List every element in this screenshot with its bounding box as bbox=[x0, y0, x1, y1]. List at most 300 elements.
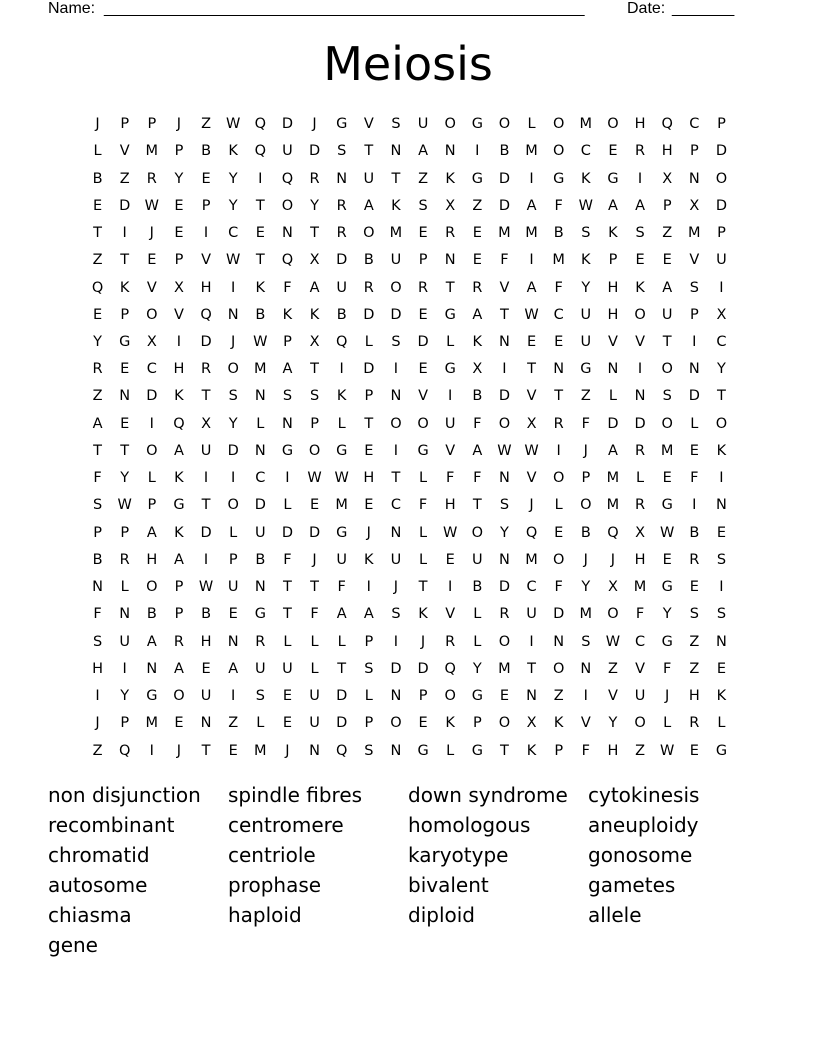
date-label: Date: bbox=[627, 0, 666, 17]
grid-letter: P bbox=[418, 688, 428, 705]
grid-letter: D bbox=[200, 524, 212, 541]
grid-letter: Y bbox=[228, 170, 238, 187]
grid-letter: U bbox=[282, 660, 293, 677]
grid-letter: A bbox=[146, 633, 157, 650]
grid-letter: E bbox=[418, 361, 428, 378]
grid-letter: S bbox=[364, 742, 374, 759]
grid-letter: E bbox=[92, 306, 103, 323]
grid-letter: L bbox=[446, 333, 455, 350]
grid-letter: O bbox=[227, 361, 239, 378]
grid-letter: O bbox=[173, 688, 185, 705]
grid-letter: N bbox=[119, 606, 131, 623]
grid-letter: B bbox=[201, 606, 212, 623]
grid-letter: D bbox=[336, 688, 348, 705]
grid-letter: T bbox=[337, 660, 347, 677]
grid-letter: T bbox=[310, 225, 319, 242]
grid-letter: X bbox=[526, 415, 537, 432]
grid-letter: X bbox=[526, 715, 537, 732]
grid-letter: E bbox=[228, 606, 238, 623]
grid-letter: M bbox=[254, 361, 267, 378]
word-list-item: aneuploidy bbox=[588, 813, 699, 837]
grid-letter: P bbox=[364, 388, 374, 405]
grid-letter: P bbox=[689, 306, 699, 323]
grid-letter: D bbox=[336, 252, 348, 269]
grid-letter: R bbox=[336, 225, 347, 242]
grid-letter: O bbox=[146, 306, 158, 323]
grid-letter: L bbox=[419, 470, 428, 487]
grid-letter: U bbox=[417, 116, 429, 133]
grid-letter: G bbox=[444, 306, 456, 323]
grid-letter: T bbox=[310, 579, 319, 596]
grid-letter: T bbox=[717, 388, 726, 405]
grid-letter: I bbox=[231, 279, 236, 296]
grid-letter: E bbox=[554, 333, 564, 350]
grid-letter: P bbox=[689, 143, 699, 160]
grid-letter: U bbox=[472, 551, 483, 568]
grid-letter: K bbox=[309, 306, 320, 323]
grid-letter: E bbox=[499, 688, 510, 705]
grid-letter: R bbox=[689, 715, 700, 732]
grid-letter: D bbox=[254, 497, 266, 514]
grid-letter: L bbox=[364, 688, 373, 705]
grid-letter: Y bbox=[93, 333, 102, 350]
grid-letter: T bbox=[120, 442, 130, 459]
grid-letter: O bbox=[661, 361, 673, 378]
grid-letter: I bbox=[122, 225, 127, 242]
grid-letter: I bbox=[583, 688, 588, 705]
word-list-item: centromere bbox=[228, 813, 344, 837]
grid-letter: O bbox=[390, 415, 402, 432]
grid-letter: B bbox=[363, 252, 374, 269]
grid-letter: K bbox=[581, 170, 591, 187]
grid-letter: Y bbox=[228, 415, 238, 432]
grid-letter: P bbox=[174, 252, 184, 269]
grid-letter: E bbox=[364, 442, 374, 459]
grid-letter: A bbox=[635, 197, 646, 214]
grid-letter: R bbox=[689, 551, 700, 568]
grid-letter: F bbox=[581, 742, 590, 759]
grid-letter: G bbox=[661, 579, 673, 596]
grid-letter: D bbox=[498, 197, 511, 214]
word-list-item: non disjunction bbox=[48, 783, 201, 807]
grid-letter: I bbox=[258, 170, 263, 187]
grid-letter: V bbox=[526, 388, 537, 405]
grid-letter: O bbox=[390, 279, 402, 296]
grid-letter: A bbox=[363, 197, 374, 214]
grid-letter: U bbox=[309, 715, 320, 732]
grid-letter: E bbox=[282, 715, 293, 732]
grid-letter: L bbox=[446, 742, 455, 759]
grid-letter: L bbox=[527, 116, 536, 133]
grid-letter: R bbox=[119, 551, 130, 568]
grid-letter: A bbox=[146, 524, 157, 541]
grid-letter: A bbox=[336, 606, 347, 623]
grid-row bbox=[84, 138, 735, 165]
grid-letter: G bbox=[173, 497, 185, 514]
grid-letter: J bbox=[231, 333, 236, 350]
grid-letter: X bbox=[445, 197, 456, 214]
grid-letter: L bbox=[256, 715, 265, 732]
grid-letter: A bbox=[309, 279, 320, 296]
grid-letter: A bbox=[363, 606, 374, 623]
grid-letter: L bbox=[93, 143, 102, 160]
grid-letter: H bbox=[607, 742, 619, 759]
grid-letter: D bbox=[390, 660, 402, 677]
grid-letter: N bbox=[607, 361, 619, 378]
grid-letter: N bbox=[146, 660, 158, 677]
grid-letter: O bbox=[580, 497, 592, 514]
grid-letter: B bbox=[92, 551, 103, 568]
grid-letter: K bbox=[581, 252, 591, 269]
grid-letter: H bbox=[444, 497, 456, 514]
grid-letter: U bbox=[255, 660, 266, 677]
grid-letter: S bbox=[391, 116, 401, 133]
grid-letter: X bbox=[716, 306, 727, 323]
grid-letter: O bbox=[471, 524, 484, 541]
grid-letter: D bbox=[553, 606, 565, 623]
grid-letter: D bbox=[336, 715, 348, 732]
grid-letter: W bbox=[117, 497, 132, 514]
grid-letter: E bbox=[526, 333, 537, 350]
grid-letter: O bbox=[146, 442, 158, 459]
grid-letter: G bbox=[444, 361, 456, 378]
grid-letter: T bbox=[391, 170, 401, 187]
grid-letter: O bbox=[444, 116, 456, 133]
grid-letter: A bbox=[418, 143, 429, 160]
grid-row bbox=[84, 601, 735, 628]
grid-letter: A bbox=[472, 442, 483, 459]
grid-letter: W bbox=[443, 524, 458, 541]
word-list-item: bivalent bbox=[408, 873, 489, 897]
grid-letter: G bbox=[607, 170, 619, 187]
grid-letter: U bbox=[363, 170, 375, 187]
grid-letter: P bbox=[608, 252, 618, 269]
grid-row bbox=[84, 438, 735, 465]
grid-letter: R bbox=[445, 225, 456, 242]
grid-letter: R bbox=[255, 633, 266, 650]
grid-letter: G bbox=[553, 170, 565, 187]
grid-letter: G bbox=[146, 688, 158, 705]
grid-letter: N bbox=[634, 388, 646, 405]
grid-letter: B bbox=[201, 143, 212, 160]
grid-letter: B bbox=[553, 225, 564, 242]
grid-letter: Z bbox=[607, 660, 618, 677]
grid-letter: K bbox=[364, 551, 374, 568]
grid-letter: D bbox=[308, 524, 321, 541]
grid-letter: K bbox=[445, 715, 455, 732]
grid-letter: N bbox=[390, 143, 402, 160]
word-list-item: chiasma bbox=[48, 903, 132, 927]
grid-letter: E bbox=[472, 252, 482, 269]
grid-letter: Q bbox=[335, 333, 348, 350]
grid-letter: N bbox=[688, 361, 700, 378]
grid-letter: U bbox=[200, 442, 212, 459]
grid-letter: I bbox=[285, 470, 290, 487]
grid-letter: T bbox=[662, 333, 672, 350]
grid-letter: X bbox=[635, 524, 646, 541]
grid-row bbox=[84, 165, 735, 192]
grid-letter: V bbox=[445, 606, 456, 623]
grid-letter: K bbox=[635, 279, 645, 296]
grid-letter: K bbox=[336, 388, 347, 405]
grid-letter: M bbox=[498, 225, 511, 242]
grid-letter: X bbox=[201, 415, 212, 432]
grid-letter: P bbox=[147, 116, 157, 133]
grid-letter: C bbox=[390, 497, 401, 514]
grid-letter: H bbox=[661, 143, 673, 160]
grid-letter: I bbox=[692, 333, 697, 350]
grid-letter: U bbox=[580, 306, 592, 323]
grid-letter: S bbox=[635, 225, 645, 242]
grid-letter: G bbox=[471, 170, 483, 187]
grid-letter: T bbox=[201, 497, 211, 514]
grid-letter: Q bbox=[444, 660, 456, 677]
grid-letter: B bbox=[499, 143, 510, 160]
word-list-item: recombinant bbox=[48, 813, 175, 837]
grid-letter: P bbox=[472, 715, 482, 732]
grid-letter: H bbox=[607, 306, 619, 323]
grid-letter: Q bbox=[91, 279, 104, 296]
grid-letter: I bbox=[448, 579, 453, 596]
grid-letter: Y bbox=[662, 606, 672, 623]
grid-letter: K bbox=[119, 279, 130, 296]
grid-letter: B bbox=[146, 606, 157, 623]
word-list-item: chromatid bbox=[48, 843, 150, 867]
grid-letter: M bbox=[525, 143, 538, 160]
grid-letter: I bbox=[203, 551, 209, 568]
grid-letter: I bbox=[366, 579, 371, 596]
grid-letter: I bbox=[448, 388, 453, 405]
grid-letter: V bbox=[201, 252, 212, 269]
grid-letter: R bbox=[499, 606, 510, 623]
grid-letter: U bbox=[309, 688, 320, 705]
grid-row bbox=[84, 220, 735, 247]
grid-letter: A bbox=[526, 197, 537, 214]
grid-letter: Z bbox=[92, 388, 103, 405]
grid-letter: V bbox=[635, 660, 646, 677]
grid-letter: N bbox=[254, 442, 266, 459]
grid-letter: M bbox=[660, 442, 674, 459]
grid-letter: L bbox=[608, 388, 617, 405]
grid-letter: G bbox=[661, 497, 673, 514]
grid-letter: T bbox=[120, 252, 130, 269]
grid-letter: P bbox=[174, 579, 184, 596]
grid-letter: J bbox=[583, 442, 588, 459]
grid-letter: I bbox=[203, 470, 209, 487]
grid-letter: G bbox=[471, 688, 483, 705]
grid-letter: Z bbox=[92, 742, 103, 759]
grid-letter: T bbox=[500, 306, 509, 323]
grid-letter: K bbox=[174, 524, 184, 541]
grid-letter: J bbox=[529, 497, 534, 514]
grid-letter: Q bbox=[281, 252, 294, 269]
grid-letter: L bbox=[283, 497, 292, 514]
word-list-item: prophase bbox=[228, 873, 322, 897]
grid-letter: V bbox=[580, 715, 591, 732]
date-line: _______ bbox=[672, 0, 735, 17]
grid-letter: V bbox=[607, 333, 618, 350]
grid-letter: E bbox=[309, 497, 320, 514]
grid-letter: Z bbox=[92, 252, 103, 269]
grid-letter: W bbox=[605, 633, 621, 650]
grid-letter: N bbox=[254, 579, 266, 596]
grid-letter: H bbox=[634, 116, 646, 133]
grid-row bbox=[84, 383, 735, 410]
grid-letter: D bbox=[363, 361, 375, 378]
page-title: Meiosis bbox=[323, 37, 493, 91]
grid-letter: V bbox=[526, 470, 537, 487]
grid-letter: I bbox=[231, 470, 236, 487]
grid-letter: Q bbox=[661, 116, 673, 133]
grid-row bbox=[84, 193, 735, 220]
grid-letter: B bbox=[255, 306, 266, 323]
grid-letter: Y bbox=[500, 524, 509, 541]
grid-letter: V bbox=[607, 688, 618, 705]
grid-letter: K bbox=[445, 170, 455, 187]
grid-letter: M bbox=[335, 497, 348, 514]
grid-letter: C bbox=[228, 225, 239, 242]
grid-letter: W bbox=[144, 197, 159, 214]
grid-letter: I bbox=[149, 415, 154, 432]
grid-letter: L bbox=[419, 551, 428, 568]
grid-letter: W bbox=[660, 742, 675, 759]
grid-letter: Q bbox=[254, 116, 267, 133]
grid-letter: S bbox=[337, 143, 347, 160]
grid-letter: S bbox=[418, 197, 428, 214]
grid-letter: E bbox=[147, 252, 157, 269]
grid-letter: O bbox=[661, 415, 673, 432]
grid-letter: R bbox=[553, 415, 564, 432]
grid-letter: P bbox=[418, 252, 428, 269]
grid-letter: F bbox=[554, 197, 563, 214]
grid-letter: Z bbox=[580, 388, 591, 405]
grid-letter: M bbox=[498, 660, 511, 677]
grid-letter: T bbox=[445, 279, 455, 296]
grid-letter: F bbox=[446, 470, 455, 487]
grid-letter: Z bbox=[553, 688, 564, 705]
grid-letter: N bbox=[92, 579, 103, 596]
grid-letter: S bbox=[282, 388, 293, 405]
grid-letter: O bbox=[552, 660, 565, 677]
grid-letter: U bbox=[634, 688, 646, 705]
grid-letter: D bbox=[200, 333, 212, 350]
grid-letter: T bbox=[283, 579, 292, 596]
grid-letter: J bbox=[312, 551, 317, 568]
grid-letter: O bbox=[363, 225, 375, 242]
grid-letter: E bbox=[418, 306, 428, 323]
grid-letter: J bbox=[610, 551, 616, 568]
grid-letter: L bbox=[337, 415, 346, 432]
grid-letter: N bbox=[716, 497, 727, 514]
grid-letter: K bbox=[282, 306, 293, 323]
grid-letter: S bbox=[228, 388, 238, 405]
grid-letter: W bbox=[253, 333, 268, 350]
grid-letter: N bbox=[254, 388, 266, 405]
grid-letter: E bbox=[689, 579, 699, 596]
grid-letter: T bbox=[255, 252, 265, 269]
grid-letter: G bbox=[417, 742, 429, 759]
grid-letter: D bbox=[688, 388, 700, 405]
grid-letter: L bbox=[310, 633, 319, 650]
grid-letter: C bbox=[146, 361, 157, 378]
grid-letter: O bbox=[552, 470, 565, 487]
grid-letter: I bbox=[719, 470, 724, 487]
grid-letter: R bbox=[418, 279, 429, 296]
grid-letter: S bbox=[92, 633, 103, 650]
grid-letter: J bbox=[312, 116, 317, 133]
grid-letter: F bbox=[581, 415, 590, 432]
grid-letter: F bbox=[473, 415, 482, 432]
grid-letter: O bbox=[498, 415, 511, 432]
grid-letter: O bbox=[552, 551, 565, 568]
grid-letter: Z bbox=[689, 633, 700, 650]
grid-letter: P bbox=[283, 333, 292, 350]
grid-letter: T bbox=[391, 470, 401, 487]
grid-letter: B bbox=[92, 170, 103, 187]
grid-letter: E bbox=[201, 660, 211, 677]
word-list-item: haploid bbox=[228, 903, 302, 927]
grid-letter: T bbox=[201, 388, 211, 405]
grid-letter: N bbox=[499, 470, 510, 487]
grid-letter: E bbox=[228, 742, 238, 759]
grid-letter: E bbox=[201, 170, 211, 187]
grid-letter: N bbox=[309, 742, 320, 759]
word-list-item: down syndrome bbox=[408, 783, 568, 807]
grid-letter: D bbox=[146, 388, 158, 405]
grid-row bbox=[84, 247, 735, 274]
grid-letter: Y bbox=[472, 660, 482, 677]
grid-letter: I bbox=[637, 361, 643, 378]
word-list-item: gonosome bbox=[588, 843, 693, 867]
grid-letter: F bbox=[93, 606, 102, 623]
grid-letter: T bbox=[418, 579, 428, 596]
grid-letter: A bbox=[526, 279, 537, 296]
grid-letter: R bbox=[472, 279, 483, 296]
grid-letter: K bbox=[716, 688, 727, 705]
grid-letter: P bbox=[228, 551, 238, 568]
grid-letter: I bbox=[231, 688, 236, 705]
grid-letter: I bbox=[149, 742, 154, 759]
grid-letter: P bbox=[93, 524, 102, 541]
grid-letter: G bbox=[336, 116, 348, 133]
grid-row bbox=[84, 520, 735, 547]
grid-letter: M bbox=[145, 143, 159, 160]
grid-letter: V bbox=[635, 333, 646, 350]
grid-letter: S bbox=[391, 333, 401, 350]
grid-letter: X bbox=[146, 333, 157, 350]
grid-letter: N bbox=[200, 715, 212, 732]
grid-letter: I bbox=[393, 633, 399, 650]
grid-letter: B bbox=[580, 524, 591, 541]
word-list-item: karyotype bbox=[408, 843, 509, 867]
grid-letter: O bbox=[715, 170, 728, 187]
grid-letter: T bbox=[310, 361, 319, 378]
grid-letter: K bbox=[228, 143, 238, 160]
grid-letter: J bbox=[149, 225, 154, 242]
grid-letter: G bbox=[471, 742, 483, 759]
grid-letter: D bbox=[363, 306, 375, 323]
grid-letter: P bbox=[581, 470, 591, 487]
word-list-item: spindle fibres bbox=[228, 783, 363, 807]
grid-letter: C bbox=[689, 116, 700, 133]
grid-letter: U bbox=[390, 551, 402, 568]
grid-letter: V bbox=[418, 388, 429, 405]
grid-letter: K bbox=[391, 197, 401, 214]
grid-letter: I bbox=[556, 442, 561, 459]
grid-letter: F bbox=[554, 579, 563, 596]
grid-letter: E bbox=[689, 742, 699, 759]
grid-letter: S bbox=[499, 497, 510, 514]
